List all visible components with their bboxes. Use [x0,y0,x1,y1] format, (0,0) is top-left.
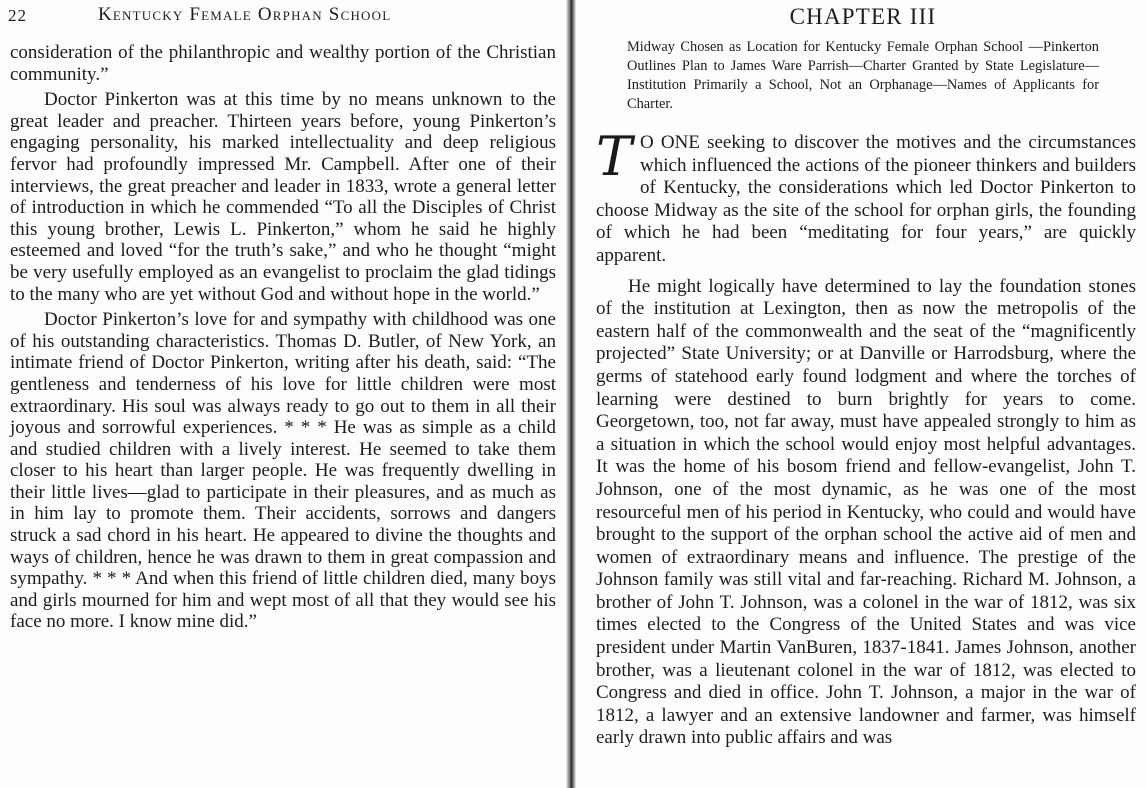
left-page-body [10,42,556,633]
running-head [8,4,562,28]
chapter-summary: Midway Chosen as Location for Kentucky Female Orphan School —Pinkerton Outlines Plan to James Ware Parrish—Charter Granted by State Legislature—Institution Primarily a School, Not an Orphanage—Names of Applicants for Charter. [627,39,1099,112]
opening-paragraph-text: O ONE seeking to discover the motives and the circumstances which influenced the actions of the pioneer thinkers and builders of Kentucky, the considerations which led Doctor Pinkerton to choose Midway as the site of the school for orphan girls, the founding of which he had been “meditating for four years,” are quickly apparent. [596,132,1136,266]
paragraph: He might logically have determined to lay the foundation stones of the institution at Lexington, then as now the metropolis of the eastern half of the commonwealth and the seat of the “magnificently projected” State University; or at Danville or Harrodsburg, where the germs of statehood early found lodgment and where the torches of learning were destined to burn brightly for years to come. Georgetown, too, not far away, must have appealed strongly to him as a situation in which the school would enjoy most helpful advantages. It was the home of his bosom friend and fellow-evangelist, John T. Johnson, one of the most dynamic, as he was one of the most resourceful men of his period in Kentucky, who could and would have brought to the support of the orphan school the active aid of men and women of extraordinary means and influence. The prestige of the Johnson family was still vital and far-reaching. Richard M. Johnson, a brother of John T. Johnson, was a colonel in the war of 1812, was six times elected to the Congress of the United States and was vice president under Martin VanBuren, 1837-1841. James Johnson, another brother, was a lieutenant colonel in the war of 1812, was elected to Congress and died in office. John T. Johnson, a major in the war of 1812, a lawyer and an extensive landowner and farmer, was himself early drawn into public affairs and was [596,275,1136,749]
running-title: Kentucky Female Orphan School [98,4,392,25]
page-number: 22 [8,6,27,25]
right-page [582,0,1144,788]
paragraph: Doctor Pinkerton’s love for and sympathy with childhood was one of his outstanding characteristics. Thomas D. Butler, of New York, an intimate friend of Doctor Pinkerton, writing after his death, said: “The gentleness and tenderness of his love for little children were most extraordinary. His soul was always ready to go out to them in all their joyous and sorrowful experiences. * * * He was as simple as a child and studied children with a lively interest. He seemed to take them closer to his heart than larger people. He was frequently dwelling in their little lives—glad to participate in their pleasures, and as much as in him lay to promote them. Their accidents, sorrows and dangers struck a sad chord in his heart. He appeared to divine the thoughts and ways of children, hence he was drawn to them in great compassion and sympathy. * * * And when this friend of little children died, many boys and girls mourned for him and wept most of all that they would see his face no more. I know mine did.” [10,309,556,633]
drop-cap: T [596,125,633,188]
opening-paragraph [596,125,1136,268]
right-page-body [596,125,1136,750]
chapter-title: CHAPTER III [789,4,937,29]
left-page [0,0,562,788]
paragraph: Doctor Pinkerton was at this time by no means unknown to the great leader and preacher. Thirteen years before, young Pinkerton’s engaging personality, his marked intellectuality and deep religious fervor had profoundly impressed Mr. Campbell. After one of their interviews, the great preacher and leader in 1833, wrote a general letter of introduction in which he commended “To all the Disciples of Christ this young brother, Lewis L. Pinkerton,” whom he said he highly esteemed and loved “for the truth’s sake,” and who he thought “might be very usefully employed as an evangelist to proclaim the glad tidings to the many who are yet without God and without hope in the world.” [10,89,556,305]
book-gutter [566,0,576,788]
paragraph: consideration of the philanthropic and wealthy portion of the Christian community.” [10,42,556,85]
